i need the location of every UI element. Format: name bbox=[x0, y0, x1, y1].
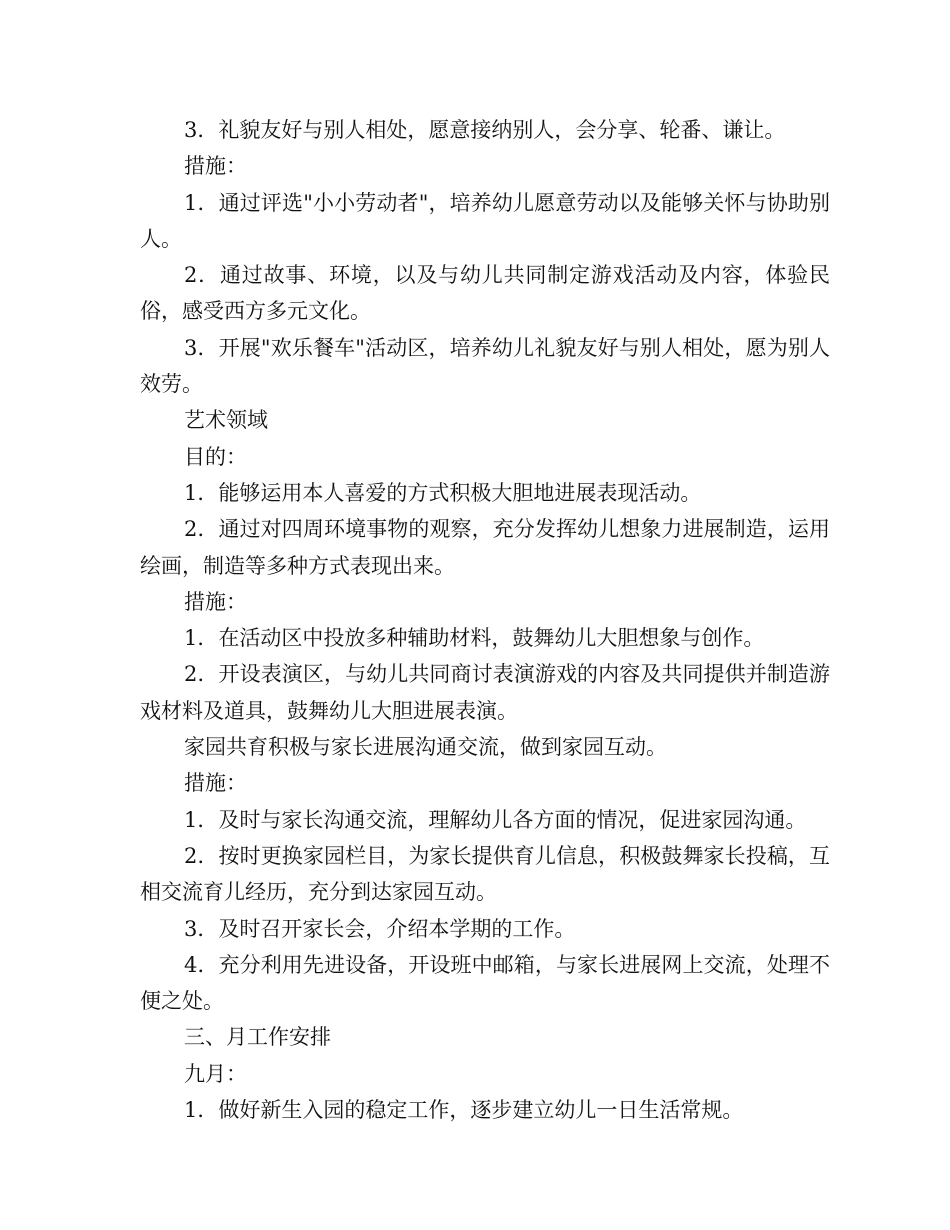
paragraph: 1．做好新生入园的稳定工作，逐步建立幼儿一日生活常规。 bbox=[184, 1098, 744, 1123]
paragraph: 九月： bbox=[184, 1061, 247, 1086]
document-body bbox=[140, 112, 830, 1128]
paragraph: 1．在活动区中投放多种辅助材料，鼓舞幼儿大胆想象与创作。 bbox=[184, 626, 765, 651]
paragraph: 措施： bbox=[184, 154, 247, 179]
paragraph: 措施： bbox=[184, 589, 247, 614]
paragraph: 3．开展"欢乐餐车"活动区，培养幼儿礼貌友好与别人相处，愿为别人效劳。 bbox=[140, 335, 830, 397]
paragraph: 3．礼貌友好与别人相处，愿意接纳别人，会分享、轮番、谦让。 bbox=[184, 118, 786, 142]
paragraph: 2．按时更换家园栏目，为家长提供育儿信息，积极鼓舞家长投稿，互相交流育儿经历，充分到达家园互动。 bbox=[140, 843, 830, 905]
paragraph: 措施： bbox=[184, 771, 247, 796]
paragraph: 1．及时与家长沟通交流，理解幼儿各方面的情况，促进家园沟通。 bbox=[184, 807, 807, 832]
section-heading: 三、月工作安排 bbox=[184, 1025, 331, 1050]
paragraph: 3．及时召开家长会，介绍本学期的工作。 bbox=[184, 916, 576, 941]
paragraph: 目的： bbox=[184, 444, 247, 469]
paragraph: 2．通过对四周环境事物的观察，充分发挥幼儿想象力进展制造，运用绘画，制造等多种方式表现出来。 bbox=[140, 517, 830, 578]
paragraph: 1．能够运用本人喜爱的方式积极大胆地进展表现活动。 bbox=[184, 480, 702, 505]
paragraph: 2．开设表演区，与幼儿共同商讨表演游戏的内容及共同提供并制造游戏材料及道具，鼓舞幼儿大胆进展表演。 bbox=[140, 662, 830, 723]
paragraph: 家园共育积极与家长进展沟通交流，做到家园互动。 bbox=[184, 735, 667, 760]
paragraph: 4．充分利用先进设备，开设班中邮箱，与家长进展网上交流，处理不便之处。 bbox=[140, 952, 830, 1014]
paragraph: 1．通过评选"小小劳动者"，培养幼儿愿意劳动以及能够关怀与协助别人。 bbox=[140, 190, 830, 251]
paragraph: 2．通过故事、环境，以及与幼儿共同制定游戏活动及内容，体验民俗，感受西方多元文化。 bbox=[140, 263, 830, 324]
section-heading: 艺术领域 bbox=[184, 408, 268, 433]
